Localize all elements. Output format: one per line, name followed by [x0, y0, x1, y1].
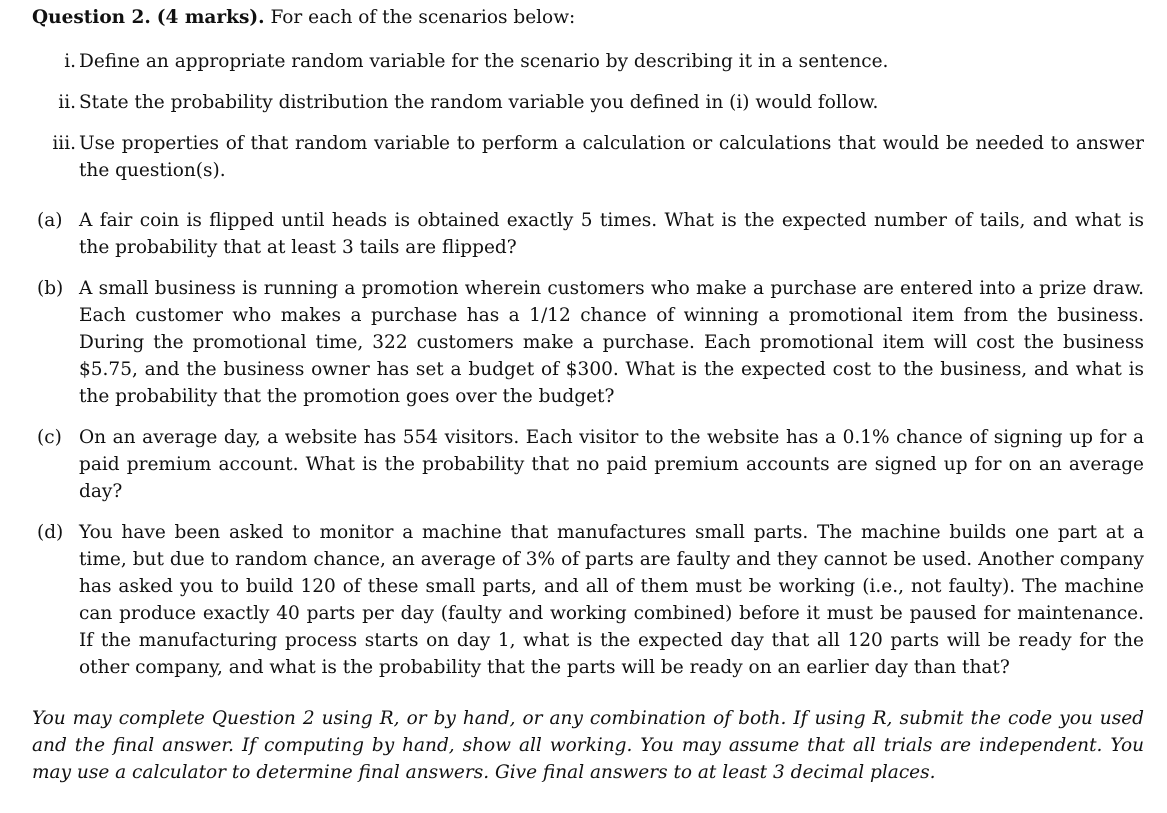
scenario-text: A small business is running a promotion wherein customers who make a purchase are entered into a prize draw. Each customer who makes a purchase has a 1/12 chance of winning a promotional item from the business. During the promotional time, 322 customers make a purchase. Each promotional item will cost the business $5.75, and the business owner has set a budget of $300. What is the expected cost to the business, and what is the probability that the promotion goes over the budget?: [79, 278, 1144, 407]
scenario-label: (c): [37, 427, 62, 448]
instruction-label: iii.: [52, 133, 76, 154]
question-intro: For each of the scenarios below:: [270, 7, 576, 28]
scenario-label: (a): [37, 210, 63, 231]
scenario-text: On an average day, a website has 554 visitors. Each visitor to the website has a 0.1% chance of signing up for a paid premium account. What is the probability that no paid premium accounts are signed up for on an average day?: [79, 427, 1144, 502]
instruction-label: i.: [64, 51, 76, 72]
instruction-text: State the probability distribution the random variable you defined in (i) would follow.: [79, 92, 879, 113]
question-title: Question 2.: [32, 7, 151, 28]
scenario-text: A fair coin is flipped until heads is obtained exactly 5 times. What is the expected number of tails, and what is the probability that at least 3 tails are flipped?: [79, 210, 1144, 258]
scenario-label: (b): [37, 278, 64, 299]
instruction-text: Use properties of that random variable to perform a calculation or calculations that would be needed to answer the question(s).: [79, 133, 1144, 181]
scenario-label: (d): [37, 522, 64, 543]
question-heading: [32, 6, 1144, 30]
submission-note: You may complete Question 2 using R, or by hand, or any combination of both. If using R, submit the code you used and the final answer. If computing by hand, show all working. You may assume that all trials are independent. You may use a calculator to determine final answers. Give final answers to at least 3 decimal places.: [32, 708, 1144, 783]
instruction-text: Define an appropriate random variable for the scenario by describing it in a sentence.: [79, 51, 889, 72]
scenario-text: You have been asked to monitor a machine that manufactures small parts. The machine builds one part at a time, but due to random chance, an average of 3% of parts are faulty and they cannot be used. Another company has asked you to build 120 of these small parts, and all of them must be working (i.e., not faulty). The machine can produce exactly 40 parts per day (faulty and working combined) before it must be paused for maintenance. If the manufacturing process starts on day 1, what is the expected day that all 120 parts will be ready for the other company, and what is the probability that the parts will be ready on an earlier day than that?: [79, 522, 1144, 678]
instruction-label: ii.: [58, 92, 76, 113]
question-marks: (4 marks).: [156, 7, 265, 28]
